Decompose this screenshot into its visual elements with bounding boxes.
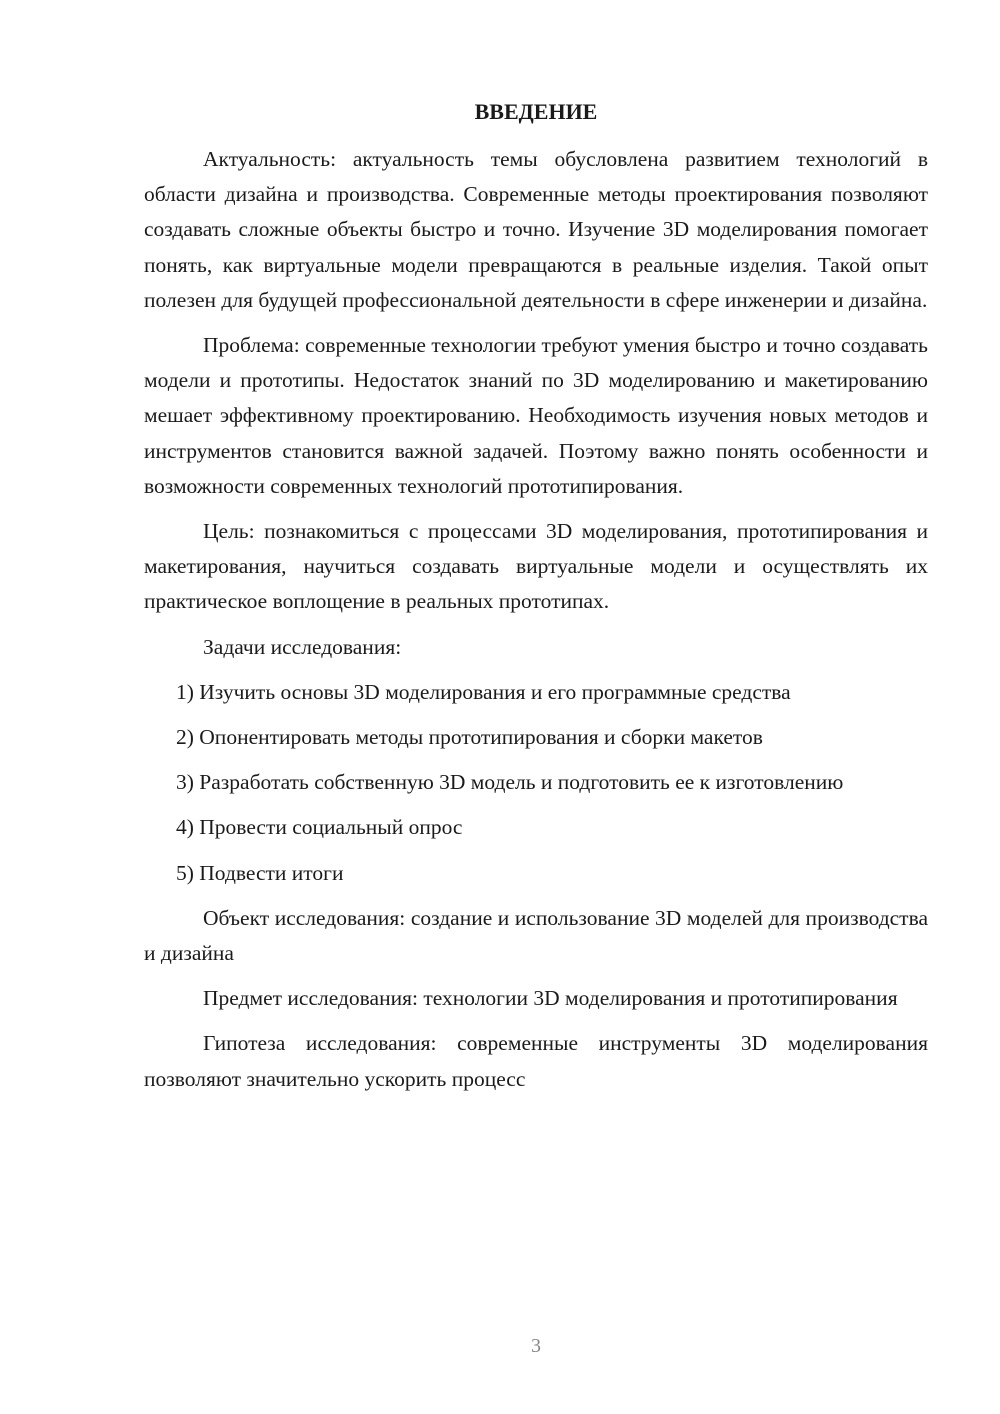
- document-page: [144, 0, 928, 1414]
- task-item-1: 1) Изучить основы 3D моделирования и его программные средства: [176, 679, 791, 704]
- task-item-4: 4) Провести социальный опрос: [176, 815, 463, 840]
- paragraph-hypothesis: Гипотеза исследования: современные инструменты 3D моделирования позволяют значительно ускорить процесс: [144, 1031, 928, 1091]
- task-item-5: 5) Подвести итоги: [176, 860, 344, 885]
- task-item-3: 3) Разработать собственную 3D модель и подготовить ее к изготовлению: [176, 770, 844, 795]
- tasks-heading: Задачи исследования:: [203, 634, 402, 659]
- paragraph-problem: Проблема: современные технологии требуют умения быстро и точно создавать модели и прототипы. Недостаток знаний по 3D моделированию и макетированию мешает эффективному проектированию. Необходимость изучения новых методов и инструментов становится важной задачей. Поэтому важно понять особенности и возможности современных технологий прототипирования.: [144, 333, 928, 498]
- section-title: ВВЕДЕНИЕ: [474, 99, 598, 124]
- paragraph-relevance: Актуальность: актуальность темы обусловлена развитием технологий в области дизайна и производства. Современные методы проектирования позволяют создавать сложные объекты быстро и точно. Изучение 3D моделирования помогает понять, как виртуальные модели превращаются в реальные изделия. Такой опыт полезен для будущей профессиональной деятельности в сфере инженерии и дизайна.: [144, 147, 928, 312]
- page-number: 3: [531, 1335, 541, 1357]
- paragraph-object: Объект исследования: создание и использование 3D моделей для производства и дизайна: [144, 905, 928, 966]
- paragraph-goal: Цель: познакомиться с процессами 3D моделирования, прототипирования и макетирования, научиться создавать виртуальные модели и осуществлять их практическое воплощение в реальных прототипах.: [144, 519, 928, 614]
- document-body: [144, 142, 928, 1107]
- paragraph-subject: Предмет исследования: технологии 3D моделирования и прототипирования: [203, 986, 898, 1011]
- task-item-2: 2) Опонентировать методы прототипирования и сборки макетов: [176, 725, 763, 750]
